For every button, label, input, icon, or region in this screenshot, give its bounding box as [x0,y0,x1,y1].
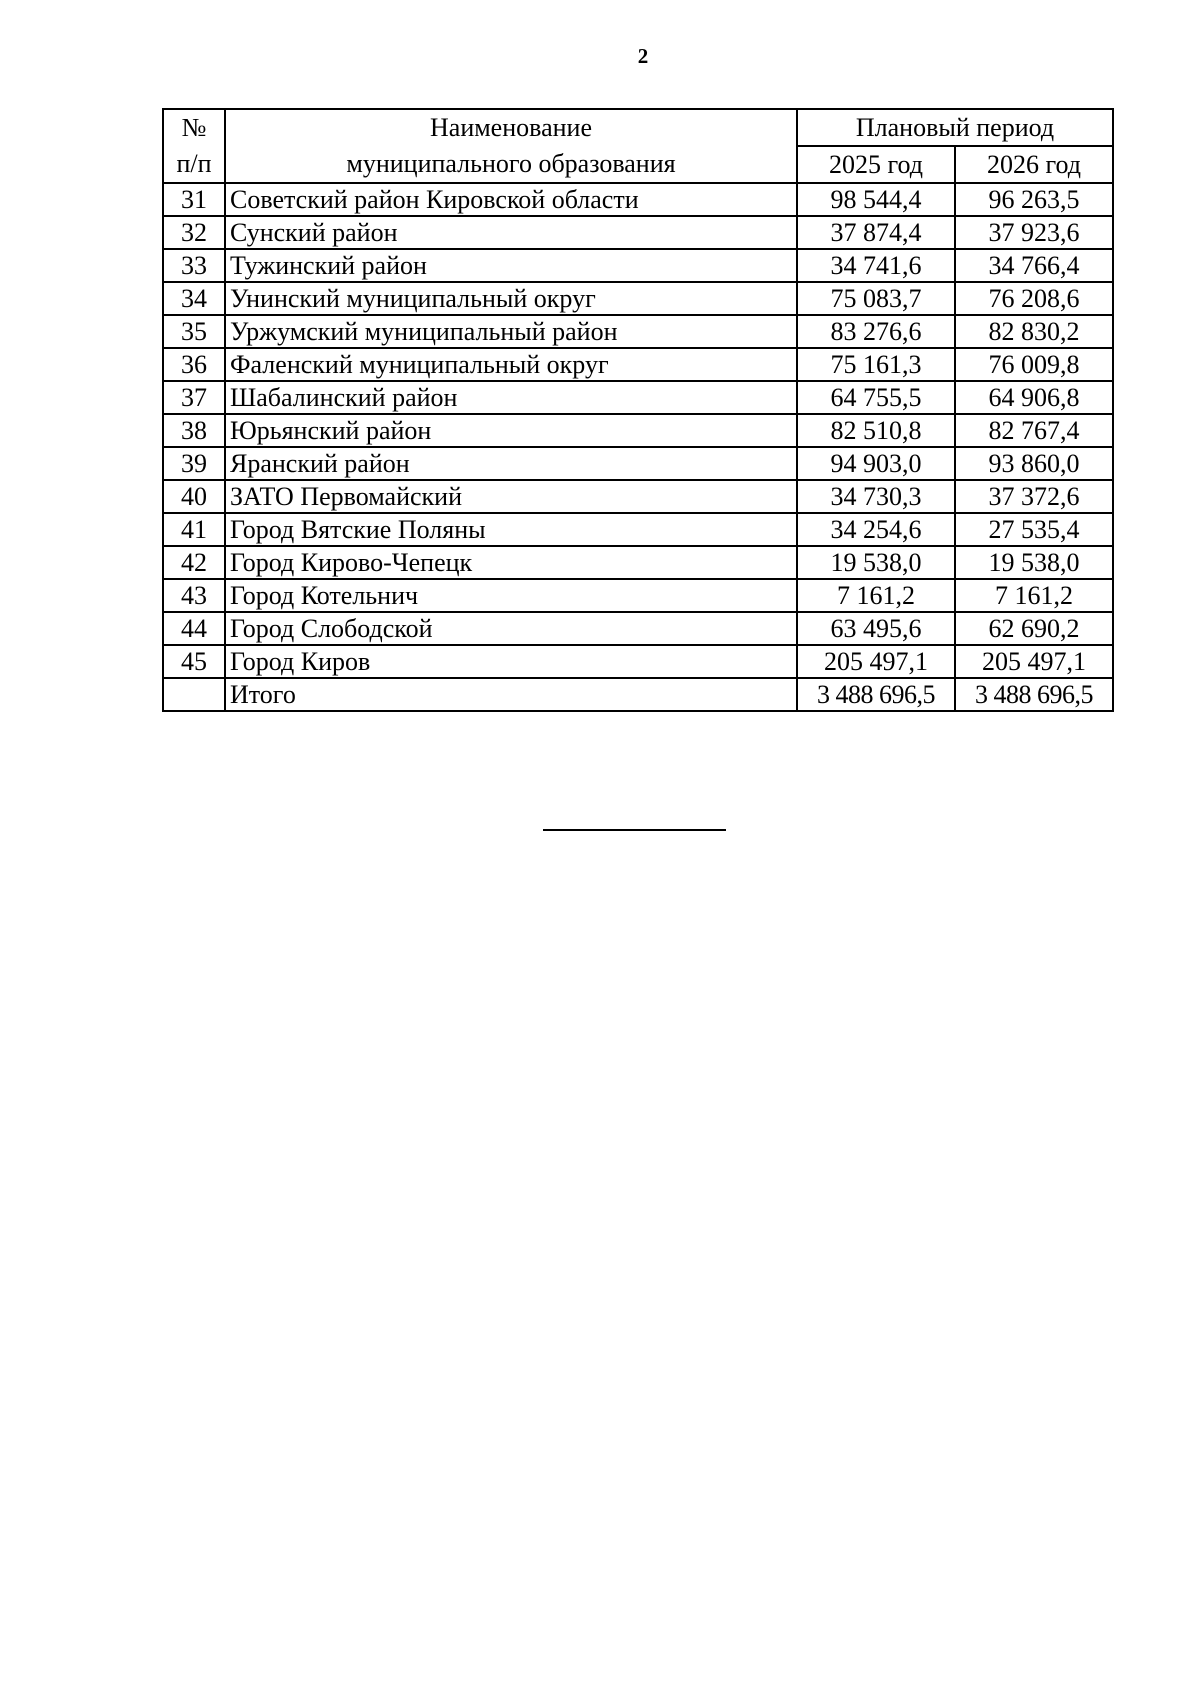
value-2026-cell: 76 009,8 [955,348,1113,381]
value-2025-cell: 34 741,6 [797,249,955,282]
table-row [163,546,1113,579]
row-number-cell: 32 [163,216,225,249]
header-number-abbrev: п/п [176,149,212,178]
municipality-name-cell: Тужинский район [225,249,797,282]
table-row [163,612,1113,645]
value-2025-cell: 94 903,0 [797,447,955,480]
value-2025-cell: 34 254,6 [797,513,955,546]
table-row [163,348,1113,381]
row-number-cell: 40 [163,480,225,513]
row-number-cell: 36 [163,348,225,381]
table-row [163,216,1113,249]
row-number-cell: 31 [163,183,225,216]
value-2025-cell: 83 276,6 [797,315,955,348]
table-row [163,381,1113,414]
table-row [163,513,1113,546]
table-row [163,414,1113,447]
value-2025-cell: 7 161,2 [797,579,955,612]
value-2025-cell: 82 510,8 [797,414,955,447]
total-number-cell [163,678,225,711]
budget-table [162,108,1114,712]
row-number-cell: 42 [163,546,225,579]
total-label-cell: Итого [225,678,797,711]
municipality-name-cell: Город Слободской [225,612,797,645]
header-year-2026: 2026 год [955,146,1113,183]
row-number-cell: 35 [163,315,225,348]
table-row [163,183,1113,216]
page-number: 2 [637,44,649,68]
value-2026-cell: 34 766,4 [955,249,1113,282]
value-2026-cell: 82 830,2 [955,315,1113,348]
value-2026-cell: 7 161,2 [955,579,1113,612]
table-row [163,447,1113,480]
value-2026-cell: 205 497,1 [955,645,1113,678]
row-number-cell: 37 [163,381,225,414]
municipality-name-cell: Шабалинский район [225,381,797,414]
value-2025-cell: 19 538,0 [797,546,955,579]
value-2026-cell: 19 538,0 [955,546,1113,579]
municipality-name-cell: Город Киров [225,645,797,678]
row-number-cell: 43 [163,579,225,612]
value-2025-cell: 37 874,4 [797,216,955,249]
header-planning-period: Плановый период [797,109,1113,146]
table-row [163,282,1113,315]
value-2026-cell: 82 767,4 [955,414,1113,447]
value-2026-cell: 27 535,4 [955,513,1113,546]
table-total-row [163,678,1113,711]
value-2025-cell: 63 495,6 [797,612,955,645]
municipality-name-cell: Город Кирово-Чепецк [225,546,797,579]
row-number-cell: 41 [163,513,225,546]
municipality-name-cell: Фаленский муниципальный округ [225,348,797,381]
header-name-cell [225,109,797,183]
row-number-cell: 33 [163,249,225,282]
closing-rule [543,829,726,831]
municipality-name-cell: Город Вятские Поляны [225,513,797,546]
row-number-cell: 39 [163,447,225,480]
value-2026-cell: 93 860,0 [955,447,1113,480]
municipality-name-cell: Советский район Кировской области [225,183,797,216]
value-2026-cell: 96 263,5 [955,183,1113,216]
value-2026-cell: 62 690,2 [955,612,1113,645]
table-row [163,645,1113,678]
header-number-cell [163,109,225,183]
value-2025-cell: 34 730,3 [797,480,955,513]
municipality-name-cell: Уржумский муниципальный район [225,315,797,348]
value-2025-cell: 64 755,5 [797,381,955,414]
value-2025-cell: 205 497,1 [797,645,955,678]
header-number-symbol: № [181,113,207,142]
municipality-name-cell: Унинский муниципальный округ [225,282,797,315]
table-row [163,249,1113,282]
row-number-cell: 45 [163,645,225,678]
municipality-name-cell: Сунский район [225,216,797,249]
value-2026-cell: 37 372,6 [955,480,1113,513]
row-number-cell: 38 [163,414,225,447]
value-2026-cell: 64 906,8 [955,381,1113,414]
value-2026-cell: 76 208,6 [955,282,1113,315]
table-row [163,480,1113,513]
value-2025-cell: 75 161,3 [797,348,955,381]
table-row [163,315,1113,348]
header-name-line1: Наименование [430,113,592,142]
row-number-cell: 44 [163,612,225,645]
municipality-name-cell: ЗАТО Первомайский [225,480,797,513]
table-header-row [163,109,1113,146]
header-name-line2: муниципального образования [346,149,676,178]
total-2026-cell: 3 488 696,5 [955,678,1113,711]
value-2025-cell: 75 083,7 [797,282,955,315]
municipality-name-cell: Город Котельнич [225,579,797,612]
municipality-name-cell: Юрьянский район [225,414,797,447]
total-2025-cell: 3 488 696,5 [797,678,955,711]
table-row [163,579,1113,612]
header-year-2025: 2025 год [797,146,955,183]
municipality-name-cell: Яранский район [225,447,797,480]
row-number-cell: 34 [163,282,225,315]
value-2026-cell: 37 923,6 [955,216,1113,249]
value-2025-cell: 98 544,4 [797,183,955,216]
